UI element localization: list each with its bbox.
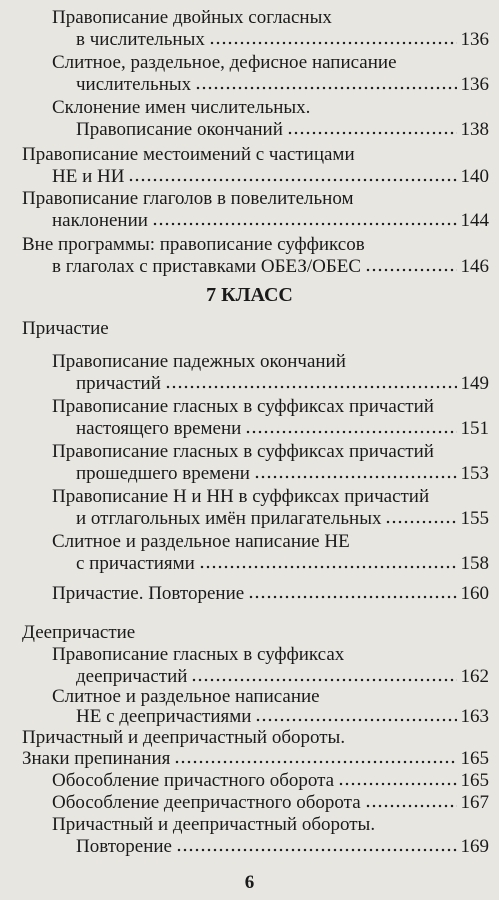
toc-entry-row: НЕ и НИ 140 — [52, 166, 489, 187]
toc-entry-row: Знаки препинания 165 — [22, 748, 489, 769]
page-ref: 163 — [460, 706, 489, 727]
toc-entry-line: Правописание местоимений с частицами — [22, 144, 355, 165]
toc-entry-row: причастий 149 — [76, 373, 489, 394]
page-ref: 153 — [460, 463, 489, 484]
page-ref: 169 — [460, 836, 489, 857]
dot-leader — [254, 474, 457, 480]
toc-entry-line: Правописание гласных в суффиксах причастий — [52, 441, 434, 462]
page-ref: 165 — [460, 770, 489, 791]
section-title: Деепричастие — [22, 622, 136, 643]
page-ref: 167 — [460, 792, 489, 813]
toc-entry-line: Правописание Н и НН в суффиксах причастий — [52, 486, 430, 507]
toc-entry-row: Правописание окончаний 138 — [76, 119, 489, 140]
toc-entry-row: прошедшего времени 153 — [76, 463, 489, 484]
toc-entry-line: Вне программы: правописание суффиксов — [22, 234, 365, 255]
page-ref: 151 — [460, 418, 489, 439]
page-ref: 138 — [460, 119, 489, 140]
dot-leader — [365, 267, 456, 273]
dot-leader — [195, 85, 456, 91]
dot-leader — [385, 519, 456, 525]
toc-entry-line: Правописание падежных окончаний — [52, 351, 346, 372]
dot-leader — [365, 803, 457, 809]
dot-leader — [248, 594, 456, 600]
page-ref: 165 — [460, 748, 489, 769]
dot-leader — [191, 677, 456, 683]
toc-entry-line: Слитное, раздельное, дефисное написание — [52, 52, 397, 73]
page-ref: 144 — [460, 210, 489, 231]
page-ref: 136 — [460, 74, 489, 95]
page-ref: 146 — [460, 256, 489, 277]
toc-entry-line: Слитное и раздельное написание — [52, 686, 320, 707]
dot-leader — [209, 40, 457, 46]
page-ref: 155 — [460, 508, 489, 529]
dot-leader — [174, 759, 456, 765]
page-ref: 158 — [460, 553, 489, 574]
toc-entry-line: Слитное и раздельное написание НЕ — [52, 531, 350, 552]
page-ref: 162 — [460, 666, 489, 687]
dot-leader — [165, 384, 457, 390]
dot-leader — [338, 781, 456, 787]
toc-entry-line: Причастный и деепричастный обороты. — [22, 727, 346, 748]
toc-entry-row: и отглагольных имён прилагательных 155 — [76, 508, 489, 529]
dot-leader — [152, 221, 457, 227]
page-ref: 136 — [460, 29, 489, 50]
page-ref: 140 — [460, 166, 489, 187]
toc-entry-row: в числительных 136 — [76, 29, 489, 50]
dot-leader — [245, 429, 456, 435]
toc-entry-row: Обособление деепричастного оборота 167 — [52, 792, 489, 813]
toc-entry-row: настоящего времени 151 — [76, 418, 489, 439]
toc-entry-row: числительных 136 — [76, 74, 489, 95]
toc-entry-row: Повторение 169 — [76, 836, 489, 857]
toc-entry-row: Причастие. Повторение 160 — [52, 583, 489, 604]
grade-heading: 7 КЛАСС — [206, 284, 293, 306]
dot-leader — [199, 564, 457, 570]
toc-entry-line: Правописание двойных согласных — [52, 7, 332, 28]
toc-entry-row: наклонении 144 — [52, 210, 489, 231]
page-ref: 149 — [460, 373, 489, 394]
page-number: 6 — [244, 872, 255, 893]
toc-entry-line: Причастный и деепричастный обороты. — [52, 814, 376, 835]
toc-entry-row: в глаголах с приставками ОБЕЗ/ОБЕС 146 — [52, 256, 489, 277]
toc-entry-line: Склонение имен числительных. — [52, 97, 311, 118]
toc-entry-line: Правописание гласных в суффиксах — [52, 644, 345, 665]
section-title: Причастие — [22, 318, 109, 339]
toc-entry-row: деепричастий 162 — [76, 666, 489, 687]
toc-entry-line: Правописание гласных в суффиксах причастий — [52, 396, 434, 417]
toc-entry-row: с причастиями 158 — [76, 553, 489, 574]
page-ref: 160 — [460, 583, 489, 604]
dot-leader — [287, 130, 457, 136]
dot-leader — [255, 717, 456, 723]
dot-leader — [176, 847, 457, 853]
dot-leader — [128, 177, 456, 183]
toc-entry-row: НЕ с деепричастиями 163 — [76, 706, 489, 727]
toc-entry-row: Обособление причастного оборота 165 — [52, 770, 489, 791]
toc-entry-line: Правописание глаголов в повелительном — [22, 188, 354, 209]
